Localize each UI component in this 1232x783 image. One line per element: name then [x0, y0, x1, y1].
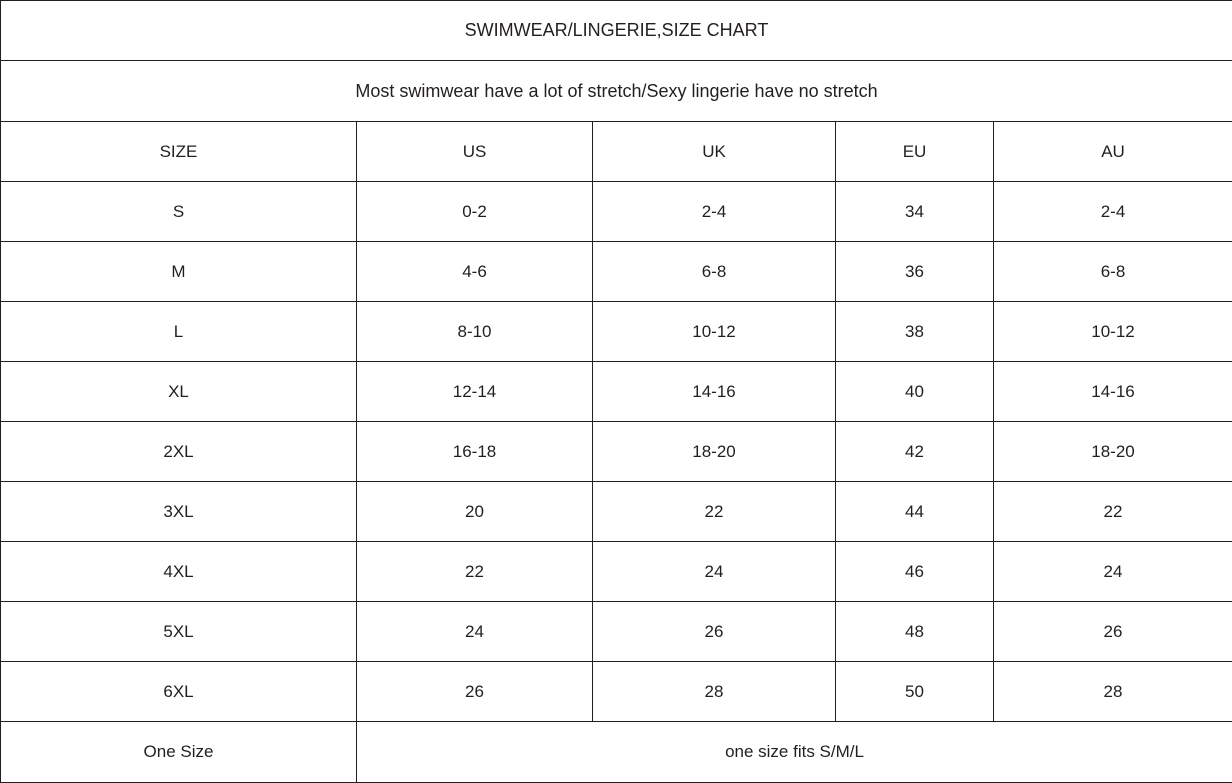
cell-us: 8-10: [357, 302, 593, 362]
chart-title-row: [1, 1, 1232, 61]
cell-us: 4-6: [357, 242, 593, 302]
cell-us: 26: [357, 662, 593, 722]
cell-au: 26: [994, 602, 1232, 662]
cell-au: 22: [994, 482, 1232, 542]
cell-size: 4XL: [1, 542, 357, 602]
one-size-row: [1, 722, 1232, 783]
one-size-value: one size fits S/M/L: [357, 722, 1232, 783]
table-row: [1, 242, 1232, 302]
cell-us: 12-14: [357, 362, 593, 422]
table-row: [1, 362, 1232, 422]
cell-eu: 50: [836, 662, 994, 722]
table-row: [1, 602, 1232, 662]
cell-eu: 38: [836, 302, 994, 362]
cell-size: L: [1, 302, 357, 362]
cell-au: 10-12: [994, 302, 1232, 362]
column-header-us: US: [357, 122, 593, 182]
cell-size: 3XL: [1, 482, 357, 542]
cell-size: M: [1, 242, 357, 302]
column-header-eu: EU: [836, 122, 994, 182]
cell-size: 6XL: [1, 662, 357, 722]
column-header-au: AU: [994, 122, 1232, 182]
table-row: [1, 182, 1232, 242]
cell-uk: 14-16: [593, 362, 836, 422]
cell-au: 28: [994, 662, 1232, 722]
table-row: [1, 482, 1232, 542]
table-row: [1, 662, 1232, 722]
chart-subtitle-row: [1, 61, 1232, 122]
cell-uk: 6-8: [593, 242, 836, 302]
cell-eu: 40: [836, 362, 994, 422]
cell-uk: 2-4: [593, 182, 836, 242]
cell-eu: 42: [836, 422, 994, 482]
cell-au: 2-4: [994, 182, 1232, 242]
cell-size: 5XL: [1, 602, 357, 662]
cell-au: 6-8: [994, 242, 1232, 302]
cell-au: 14-16: [994, 362, 1232, 422]
chart-subtitle: Most swimwear have a lot of stretch/Sexy lingerie have no stretch: [1, 61, 1232, 122]
column-header-size: SIZE: [1, 122, 357, 182]
cell-size: XL: [1, 362, 357, 422]
cell-au: 18-20: [994, 422, 1232, 482]
table-row: [1, 422, 1232, 482]
cell-us: 20: [357, 482, 593, 542]
cell-uk: 28: [593, 662, 836, 722]
chart-title: SWIMWEAR/LINGERIE,SIZE CHART: [1, 1, 1232, 61]
cell-uk: 26: [593, 602, 836, 662]
cell-us: 0-2: [357, 182, 593, 242]
cell-eu: 46: [836, 542, 994, 602]
cell-uk: 24: [593, 542, 836, 602]
cell-us: 24: [357, 602, 593, 662]
cell-uk: 22: [593, 482, 836, 542]
cell-size: 2XL: [1, 422, 357, 482]
cell-eu: 36: [836, 242, 994, 302]
cell-eu: 48: [836, 602, 994, 662]
cell-uk: 10-12: [593, 302, 836, 362]
column-header-uk: UK: [593, 122, 836, 182]
cell-au: 24: [994, 542, 1232, 602]
cell-us: 16-18: [357, 422, 593, 482]
table-row: [1, 302, 1232, 362]
table-row: [1, 542, 1232, 602]
cell-size: S: [1, 182, 357, 242]
cell-uk: 18-20: [593, 422, 836, 482]
cell-eu: 44: [836, 482, 994, 542]
one-size-label: One Size: [1, 722, 357, 783]
cell-us: 22: [357, 542, 593, 602]
table-header-row: [1, 122, 1232, 182]
cell-eu: 34: [836, 182, 994, 242]
